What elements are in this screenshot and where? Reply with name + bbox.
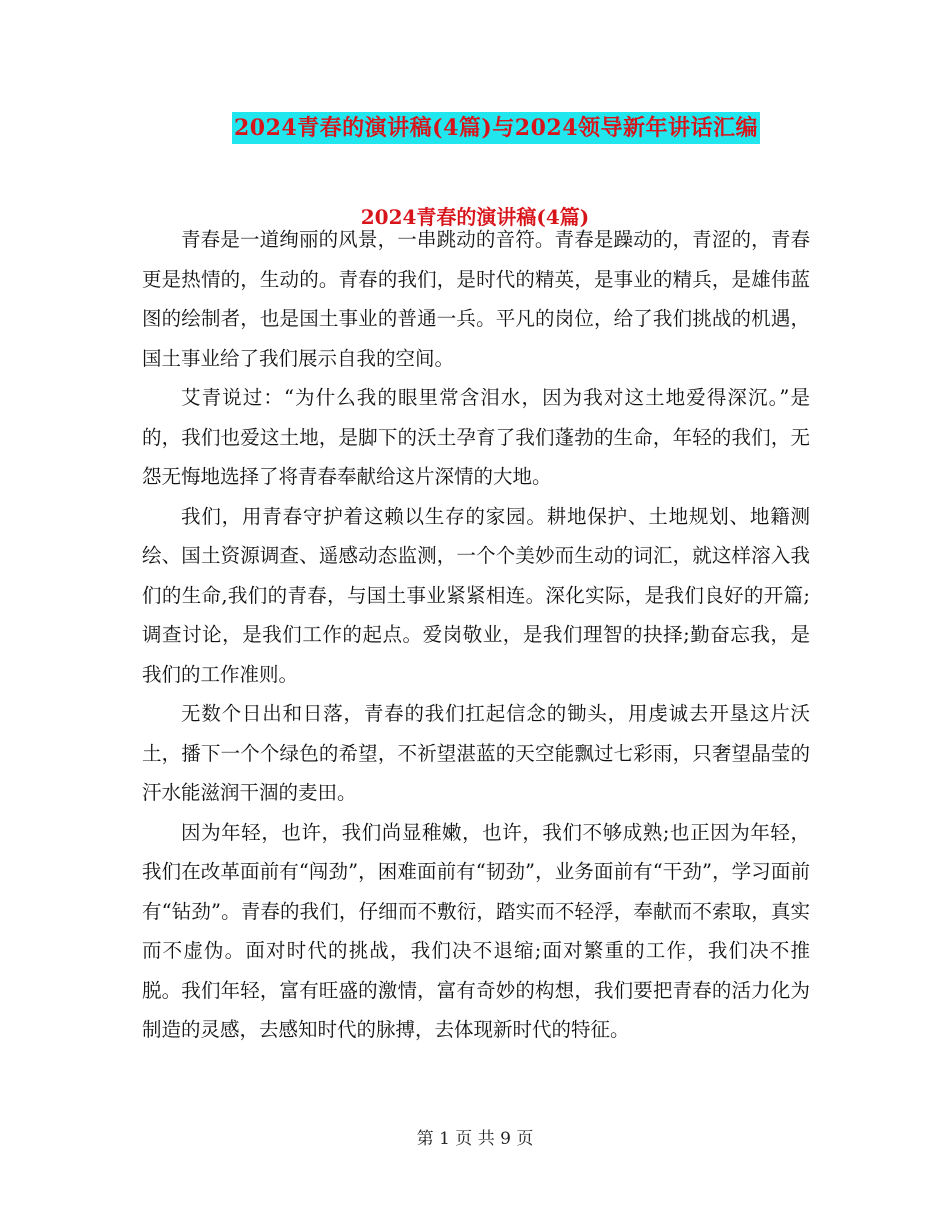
paragraph: 艾青说过：“为什么我的眼里常含泪水，因为我对这土地爱得深沉。”是的，我们也爱这土地，是脚下的沃土孕育了我们蓬勃的生命，年轻的我们，无怨无悔地选择了将青春奉献给这片深情的大地。 <box>142 386 810 488</box>
page-title: 2024青春的演讲稿(4篇)与2024领导新年讲话汇编 <box>232 112 760 144</box>
paragraph: 无数个日出和日落，青春的我们扛起信念的锄头，用虔诚去开垦这片沃土，播下一个个绿色的希望，不祈望湛蓝的天空能飘过七彩雨，只奢望晶莹的汗水能滋润干涸的麦田。 <box>142 702 810 804</box>
page-number-footer: 第 1 页 共 9 页 <box>416 1129 534 1149</box>
paragraph: 青春是一道绚丽的风景，一串跳动的音符。青春是躁动的，青涩的，青春更是热情的，生动的。青春的我们，是时代的精英，是事业的精兵，是雄伟蓝图的绘制者，也是国土事业的普通一兵。平凡的岗位，给了我们挑战的机遇，国土事业给了我们展示自我的空间。 <box>142 228 810 370</box>
title-container <box>0 112 950 144</box>
paragraph: 我们，用青春守护着这赖以生存的家园。耕地保护、土地规划、地籍测绘、国土资源调查、遥感动态监测，一个个美妙而生动的词汇，就这样溶入我们的生命,我们的青春，与国土事业紧紧相连。深化实际，是我们良好的开篇;调查讨论，是我们工作的起点。爱岗敬业，是我们理智的抉择;勤奋忘我，是我们的工作准则。 <box>142 504 810 686</box>
paragraph: 因为年轻，也许，我们尚显稚嫩，也许，我们不够成熟;也正因为年轻，我们在改革面前有“闯劲”，困难面前有“韧劲”，业务面前有“干劲”，学习面前有“钻劲”。青春的我们，仔细而不敷衍，踏实而不轻浮，奉献而不索取，真实而不虚伪。面对时代的挑战，我们决不退缩;面对繁重的工作，我们决不推脱。我们年轻，富有旺盛的激情，富有奇妙的构想，我们要把青春的活力化为制造的灵感，去感知时代的脉搏，去体现新时代的特征。 <box>142 820 810 1041</box>
section-title: 2024青春的演讲稿(4篇) <box>360 205 590 229</box>
body-text <box>142 220 810 1050</box>
